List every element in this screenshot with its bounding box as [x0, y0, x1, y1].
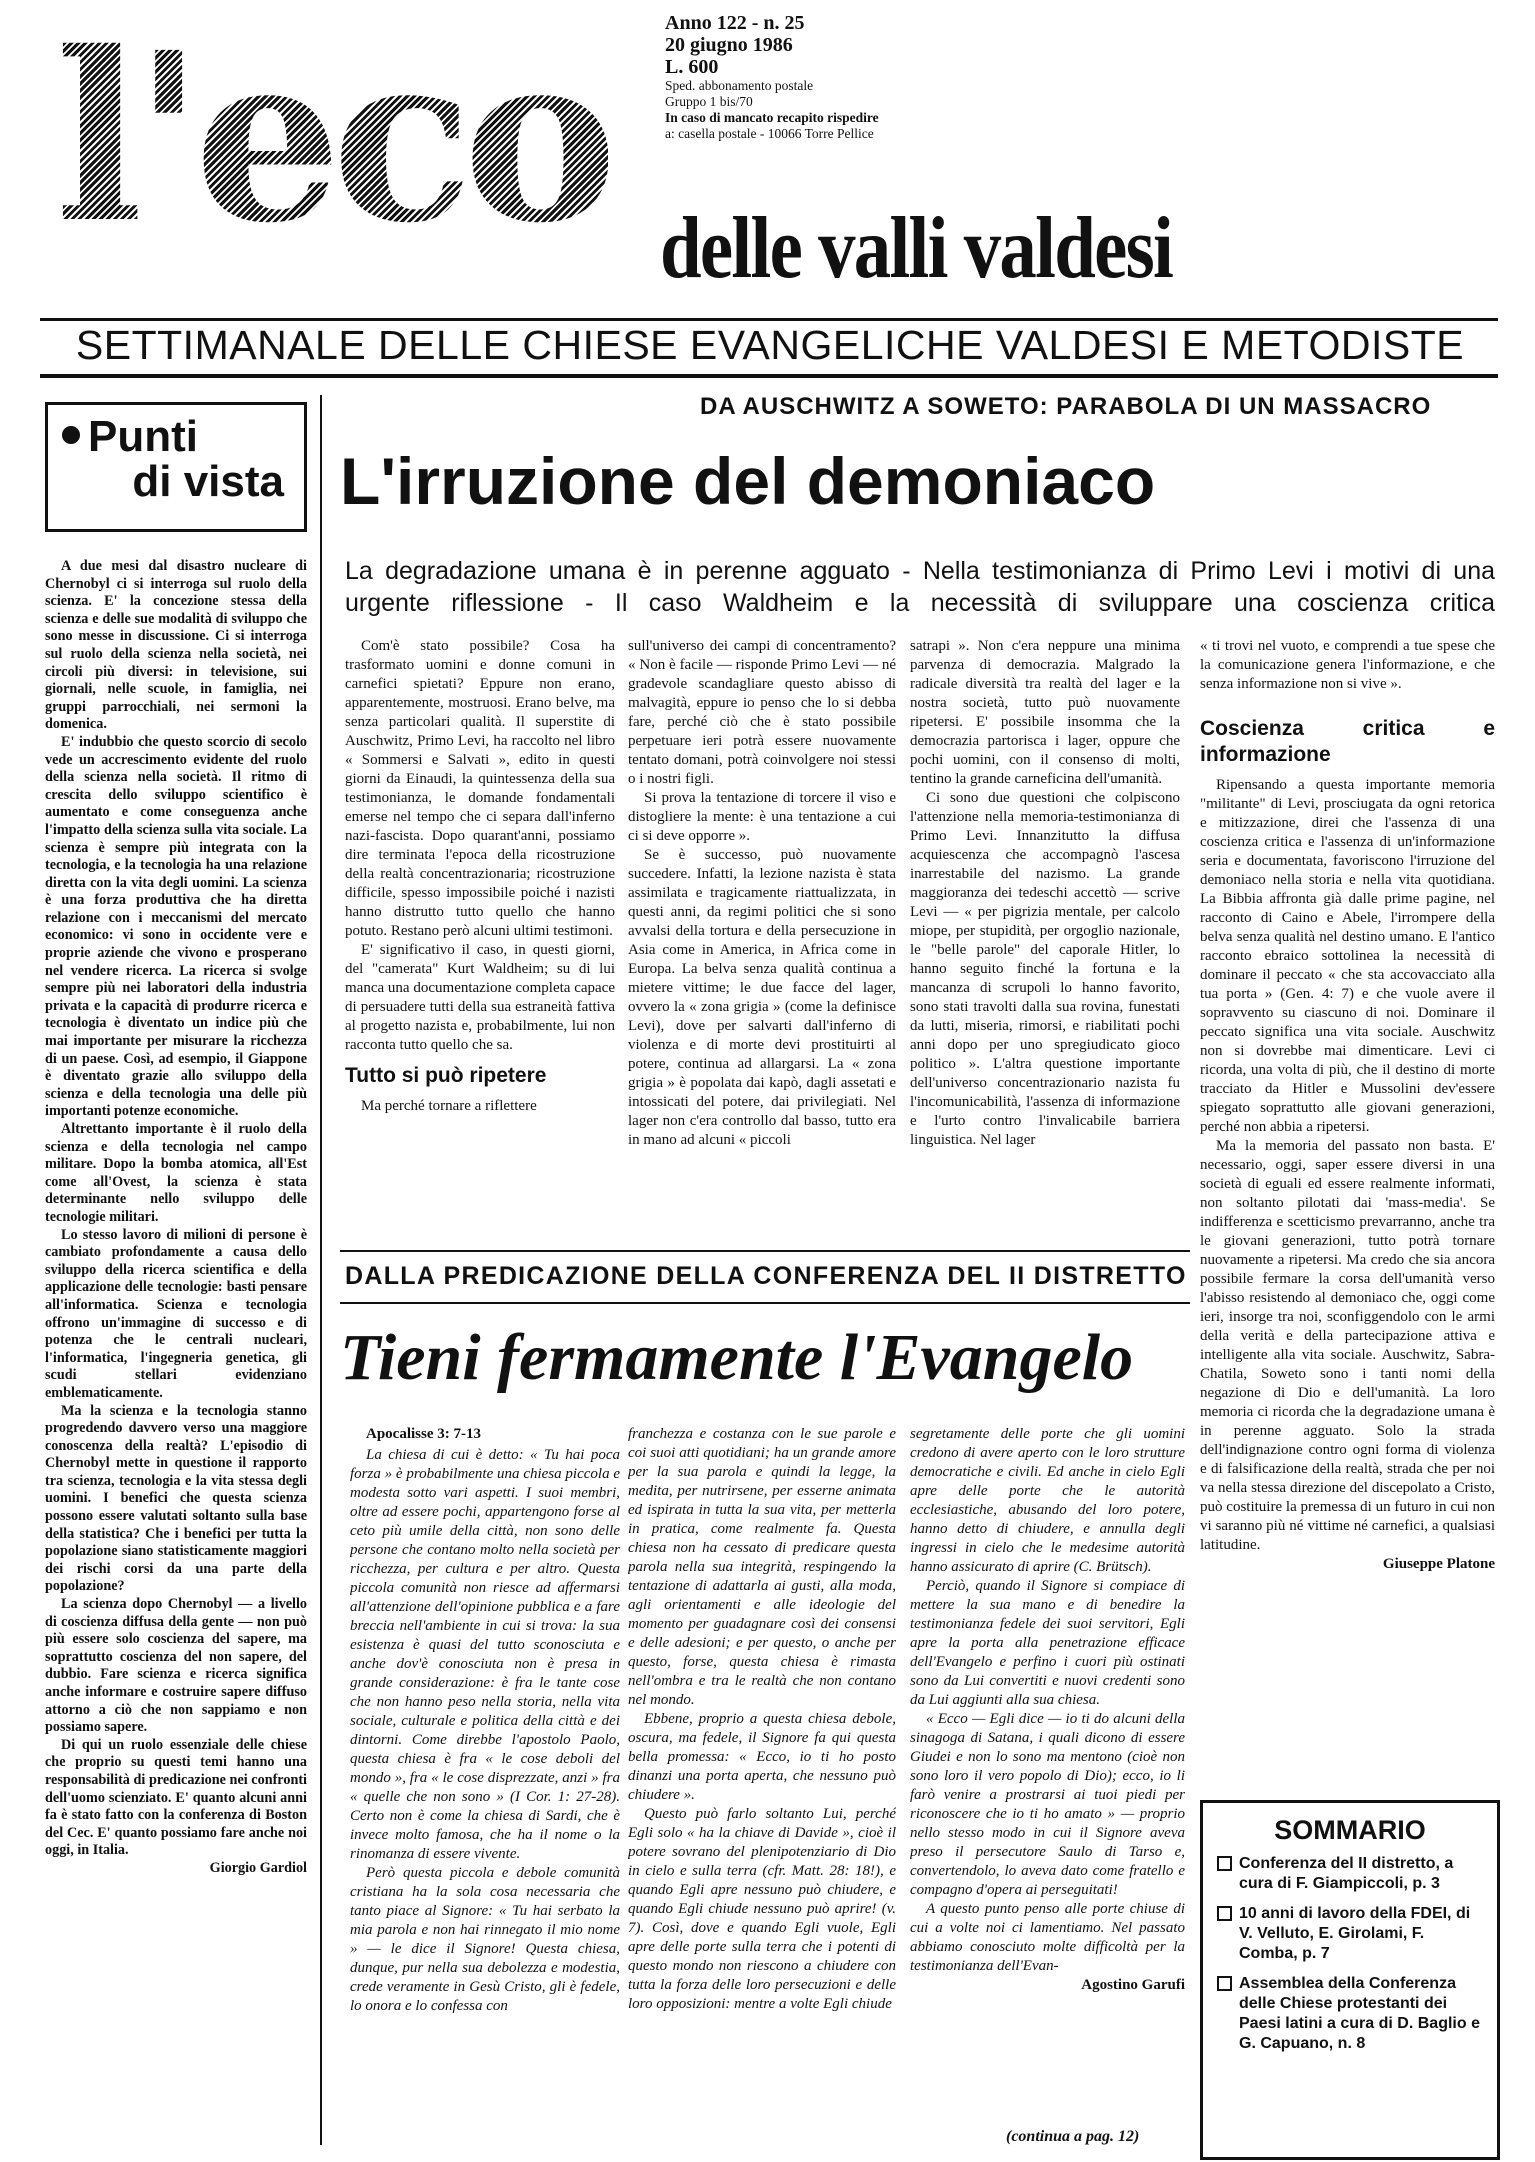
lead-paragraph: Se è successo, può nuovamente succedere. Infatti, la lezione nazista è stata assimilata e tragicamente riattualizzata, in questi anni, da regimi politici che si sono avvalsi della tortura e della persecuzione in Asia come in America, in Africa come in Europa. La belva senza qualità continua a mietere vittime; le due facce del lager, ovvero la « zona grigia » (come la definisce Levi), dove per salvarti dall'inferno di violenza e di morte devi prostituirti al potere, continua ad allargarsi. La « zona grigia » è popolata dai kapò, dagli assetati e intossicati del potere, dai privilegiati. Nel lager non c'era controllo dal basso, tutto era in mano ad alcuni « piccoli [628, 847, 896, 1148]
masthead-rule-bottom [40, 374, 1498, 378]
lead-paragraph: sull'universo dei campi di concentramento? « Non è facile — risponde Primo Levi — né gradevole scandagliare questo abisso di malvagità, eppure io penso che lo si debba fare, perché ciò che è stato possibile perpetuare ieri potrà essere nuovamente tentato domani, potrà coinvolgere noi stessi o i nostri figli. [628, 638, 896, 787]
postal-line-2: Gruppo 1 bis/70 [665, 94, 753, 109]
punti-label: Punti [88, 412, 198, 461]
postal-line-3: In caso di mancato recapito rispedire [665, 110, 879, 125]
section-rule [340, 1250, 1190, 1252]
second-paragraph: Questo può farlo soltanto Lui, perché Egli solo « ha la chiave di Davide », cioè il potere sovrano del plenipotenziario di Dio in cielo e sulla terra (cfr. Matt. 28: 18!), e quando Egli apre nessuno può chiudere, e quando Egli chiude nessuno può aprire! (v. 7). Così, dove e quando Egli vuole, Egli apre delle porte sulla terra che i potenti di questo mondo non riescono a chiudere con tutta la forza delle loro persecuzioni e delle loro opposizioni: mentre a volte Egli chiude [628, 1806, 896, 2012]
second-paragraph: « Ecco — Egli dice — io ti do alcuni della sinagoga di Satana, i quali dicono di essere Giudei e non lo sono ma mentono (cioè non sono loro il vero popolo di Dio); ecco, io li farò venire a prostrarsi ai tuoi piedi per riconoscere che io ti ho amato » — proprio nello stesso modo in cui il Signore aveva preso il persecutore Saulo di Tarso e, convertendolo, lo aveva dato come fratello e compagno d'opera ai perseguitati! [910, 1711, 1185, 1898]
sommario-item-text: Assemblea della Conferenza delle Chiese protestanti dei Paesi latini a cura di D. Baglio e G. Capuano, n. 8 [1239, 1975, 1480, 2052]
second-paragraph: segretamente delle porte che gli uomini credono di avere aperto con le loro strutture democratiche e civili. Ed anche in cielo Egli apre delle porte che le autorità ecclesiastiche, abusando del loro potere, hanno detto di chiudere, e annulla degli ingressi in cielo che le medesime autorità hanno assicurato di aprire (C. Brütsch). [910, 1426, 1185, 1575]
newspaper-title: delle valli valdesi [660, 200, 1173, 297]
lead-paragraph: Si prova la tentazione di torcere il viso e distogliere la mente: è una tentazione a cui ci si deve opporre ». [628, 790, 896, 844]
second-column-2 [628, 1425, 896, 2125]
sidebar-paragraph: Di qui un ruolo essenziale delle chiese che proprio su questi temi hanno una responsabilità di predicazione nei confronti dell'uomo scienziato. E' quanto alcuni anni fa è stato fatto con la conferenza di Boston del Cec. E' quanto possiamo fare anche noi oggi, in Italia. [45, 1736, 307, 1859]
sidebar-paragraph: Altrettanto importante è il ruolo della scienza e della tecnologia nel campo militare. Dopo la bomba atomica, all'Est come all'Ovest, la scienza è stata determinante nello sviluppo delle tecnologie militari. [45, 1121, 307, 1225]
lead-paragraph: Ma perché tornare a riflettere [361, 1098, 537, 1114]
second-kicker: DALLA PREDICAZIONE DELLA CONFERENZA DEL II DISTRETTO [345, 1262, 1187, 1290]
lead-paragraph: Ripensando a questa importante memoria "militante" di Levi, prosciugata da ogni retorica e mitizzazione, direi che l'assenza di una coscienza critica e l'assenza di un'informazione seria e documentata, favoriscono l'irruzione del demoniaco nella storia e nella vita quotidiana. La Bibbia affronta già dalle prime pagine, nel racconto di Caino e Abele, l'irrompere della belva senza qualità nel destino umano. E l'antico racconto ebraico sottolinea la necessità di dominare il peccato « che sta accovacciato alla tua porta » (Gen. 4: 7) e che vuole avere il sopravvento su ciascuno di noi. Dominare il peccato significa una vita sociale. Auschwitz non si dovrebbe mai dimenticare. Levi ci ricorda, una volta di più, che il destino di morte tracciato da Hitler e Mussolini dev'essere spiegato soprattutto alle giovani generazioni, perché non abbia a ripetersi. [1200, 777, 1495, 1135]
lead-column-4 [1200, 637, 1495, 1787]
lead-paragraph: Ci sono due questioni che colpiscono l'attenzione nella memoria-testimonianza di Primo Levi. Innanzitutto la diffusa acquiescenza che accompagnò l'ascesa inarrestabile del nazismo. La grande maggioranza dei tedeschi accettò — scrive Levi — « per pigrizia mentale, per calcolo miope, per stupidità, per orgoglio nazionale, le "belle parole" del caporale Hitler, lo hanno seguito finché la fortuna e la mancanza di scrupoli lo hanno favorito, sono stati travolti dalla sua rovina, funestati da lutti, miseria, rimorsi, e riabilitati pochi anni dopo per uno spregiudicato gioco politico ». L'altra questione importante dell'universo concentrazionario nazista fu l'incomunicabilità, l'assenza di informazione e l'urto contro l'invalicabile barriera linguistica. Nel lager [910, 790, 1180, 1148]
masthead-tagline: SETTIMANALE DELLE CHIESE EVANGELICHE VALDESI E METODISTE [75, 322, 1465, 368]
sidebar-paragraph: La scienza dopo Chernobyl — a livello di coscienza diffusa della gente — non può più essere solo coscienza del sapere, ma soprattutto coscienza del non sapere, del dubbio. Fare scienza e ricerca significa anche informare e costruire sapere diffuso attorno a ciò che non sappiamo e non possiamo sapere. [45, 1596, 307, 1736]
second-column-1 [350, 1425, 620, 2125]
lead-subhead-2: Coscienza critica e informazione [1200, 717, 1495, 766]
second-paragraph: La chiesa di cui è detto: « Tu hai poca forza » è probabilmente una chiesa piccola e modesta sotto vari aspetti. I suoi membri, oltre ad essere pochi, appartengono forse al ceto più umile della città, non sono delle persone che contano molto nella società per ricchezza, per cultura e per altro. Questa piccola comunità non riesce ad affermarsi all'attenzione dell'opinione pubblica e a fare breccia nell'ambiente in cui si trova: la sua esistenza è quasi del tutto sconosciuta e anche dov'è conosciuta non è presa in grande considerazione: è fra le tante cose che non hanno peso nella storia, nella vita sociale, culturale e politica della città e dei dintorni. Come direbbe l'apostolo Paolo, questa chiesa è fra « le cose deboli del mondo », fra « le cose disprezzate, anzi » fra « quelle che non sono » (I Cor. 1: 27-28). Certo non è come la chiesa di Sardi, che è invece molto famosa, che ha il nome o la rinomanza di essere vivente. [350, 1447, 620, 1862]
lead-paragraph: Com'è stato possibile? Cosa ha trasformato uomini e donne comuni in carnefici spietati? Eppure non erano, apparentemente, mostruosi. Erano belve, ma senza particolari qualità. Il superstite di Auschwitz, Primo Levi, ha raccolto nel libro « Sommersi e Salvati », edito in questi giorni da Einaudi, la quintessenza della sua testimonianza, le domande fondamentali emerse nel tempo che ci separa dall'inferno nazi-fascista. Dopo quarant'anni, possiamo dire terminata l'epoca della ricostruzione della realtà concentrazionaria; ricostruzione difficile, spesso impossibile poiché i nazisti hanno distrutto tutto quello che hanno potuto. Restano però alcuni ultimi testimoni. [345, 638, 615, 939]
punti-di-vista-box [45, 402, 307, 532]
scripture-reference: Apocalisse 3: 7-13 [366, 1426, 481, 1442]
checkbox-icon [1217, 1856, 1232, 1871]
lead-deck: La degradazione umana è in perenne agguato - Nella testimonianza di Primo Levi i motivi di una urgente riflessione - Il caso Waldheim e la necessità di sviluppare una coscienza critica [345, 557, 1495, 617]
lead-subhead-1: Tutto si può ripetere [345, 1064, 547, 1087]
punti-line-2: di vista [132, 456, 284, 506]
section-rule [340, 1302, 1190, 1304]
sidebar-paragraph: Lo stesso lavoro di milioni di persone è cambiato profondamente a causa dello sviluppo della ricerca scientifica e della applicazione delle tecnologie: basti pensare all'informatica. Scienza e tecnologia offrono un'immagine di successo e di potenza che le centrali nucleari, l'informatica, l'ingegneria genetica, gli scudi stellari evidenziano emblematicamente. [45, 1226, 307, 1401]
lead-headline: L'irruzione del demoniaco [340, 444, 1156, 518]
lead-column-1 [345, 637, 615, 1217]
issue-number: Anno 122 - n. 25 [665, 12, 805, 34]
sidebar-paragraph: A due mesi dal disastro nucleare di Chernobyl ci si interroga sul ruolo della scienza. E' la concezione stessa della scienza e delle sue modalità di sviluppo che sono messe in discussione. Ci si interroga sul ruolo della scienza nella società, nei circoli più diversi: in televisione, sui giornali, nelle scuole, in famiglia, nei gruppi parrocchiali, nei sermoni la domenica. [45, 558, 307, 733]
checkbox-icon [1217, 1976, 1232, 1991]
sidebar-signature: Giorgio Gardiol [209, 1859, 307, 1876]
issue-price: L. 600 [665, 56, 719, 78]
second-headline: Tieni fermamente l'Evangelo [340, 1321, 1134, 1394]
lead-column-2 [628, 637, 896, 1227]
issue-date: 20 giugno 1986 [665, 34, 793, 56]
sommario-item-text: Conferenza del II distretto, a cura di F. Giampiccoli, p. 3 [1239, 1855, 1454, 1892]
issue-info [665, 12, 1005, 142]
lead-paragraph: « ti trovi nel vuoto, e comprendi a tue spese che la comunicazione genera l'informazione, e che senza informazione non si vive ». [1200, 638, 1495, 692]
masthead-logo: l'eco [55, 1, 608, 274]
continuation-note: (continua a pag. 12) [1006, 2128, 1140, 2145]
second-paragraph: Perciò, quando il Signore si compiace di mettere la sua mano e di benedire la testimonianza fedele dei suoi servitori, Egli apre la porta alla penetrazione efficace dell'Evangelo e perfino i cuori più ostinati sono da Lui convertiti e nuovi credenti sono da Lui aggiunti alla sua chiesa. [910, 1578, 1185, 1708]
lead-signature: Giuseppe Platone [1382, 1556, 1495, 1572]
sommario-title: SOMMARIO [1274, 1815, 1426, 1845]
postal-line-4: a: casella postale - 10066 Torre Pellice [665, 126, 874, 141]
sommario-item [1217, 1854, 1483, 1894]
second-paragraph: franchezza e costanza con le sue parole e coi suoi atti quotidiani; ha un grande amore per la sua parola e quindi la legge, la medita, per nutrirsene, per esserne animata ed ispirata in tutta la sua vita, per metterla in pratica, come realmente fa. Questa chiesa non ha cessato di predicare questa parola nella sua integrità, respingendo la tentazione di adattarla ai gusti, alla moda, agli orientamenti e alle ideologie del momento per guadagnare così dei consensi e delle adesioni; e per questo, o anche per questo, forse, questa chiesa è rimasta nell'ombra e tra le realtà che non contano nel mondo. [628, 1426, 896, 1708]
masthead-rule-top [40, 318, 1498, 321]
second-paragraph: Però questa piccola e debole comunità cristiana ha la sola cosa necessaria che tanto piace al Signore: « Tu hai serbato la mia parola e non hai rinnegato il mio nome » — le dice il Signore! Questa chiesa, dunque, pur nella sua debolezza e modestia, crede veramente in Gesù Cristo, gli è fedele, lo onora e lo confessa con [350, 1865, 620, 2014]
sidebar-column [45, 558, 307, 2138]
sidebar-paragraph: Ma la scienza e la tecnologia stanno progredendo davvero verso una maggiore conoscenza della realtà? L'episodio di Chernobyl mette in questione il rapporto tra scienza, tecnologia e la vita stessa degli uomini. I benefici che questa scienza possono essere valutati soltanto sulla base della statistica? Che i benefici per tutta la popolazione siano statisticamente maggiori dei rischi corsi da una parte della popolazione? [45, 1402, 307, 1595]
punti-line-1 [62, 412, 290, 461]
lead-paragraph: Ma la memoria del passato non basta. E' necessario, oggi, saper essere diversi in una società di eguali ed essere realmente informati, non soltanto pilotati dai 'mass-media'. Se indifferenza e scetticismo prevarranno, anche tra le giovani generazioni, tutto potrà tornare nuovamente a ripetersi. Ma credo che sia ancora possibile fermare la corsa dell'umanità verso l'abisso resistendo al demoniaco che, oggi come ieri, insorge tra noi, sconfiggendolo con le armi della verità e della partecipazione attiva e intelligente alla vita sociale. Auschwitz, Sabra-Chatila, Soweto sono i tanti nomi della negazione di Dio e dell'umanità. La loro memoria ci ricorda che la degradazione umana è in perenne agguato. Solo la strada dell'indignazione contro ogni forma di violenza e di falsificazione della realtà, strada che per noi va nella stessa direzione del discepolato a Cristo, può costituire la premessa di un futuro in cui non vi saranno più né vittime né carnefici, a qualsiasi latitudine. [1200, 1138, 1495, 1553]
second-column-3 [910, 1425, 1185, 2115]
sidebar-paragraph: E' indubbio che questo scorcio di secolo vede un accrescimento evidente del ruolo della scienza nella società. Il ritmo di crescita dello sviluppo scientifico è aumentato e come conseguenza anche l'impatto della scienza sulla vita sociale. La scienza è sempre più integrata con la tecnologia, e la tecnologia ha una relazione diretta con la vita degli uomini. La scienza è una forza produttiva che ha diretta relazione con i meccanismi del mercato economico: vi sono in occidente vere e proprie aziende che vivono e prosperano nel vendere ricerca. La ricerca si svolge sempre più nei laboratori della industria privata e la capacità di produrre ricerca e tecnologia è diventato un indice più che mai importante per misurare la ricchezza di un paese. Così, ad esempio, il Giappone è diventato grazie allo sviluppo della scienza e della tecnologia una delle più importanti potenze economiche. [45, 733, 307, 1120]
lead-paragraph: satrapi ». Non c'era neppure una minima parvenza di democrazia. Malgrado la radicale diversità tra realtà del lager e la nostra società, tutto può nuovamente ripetersi. E' possibile insomma che la democrazia partorisca i lager, oppure che pochi uomini, con il consenso di molti, tentino la grande carneficina dell'umanità. [910, 638, 1180, 787]
second-signature: Agostino Garufi [1081, 1977, 1185, 1993]
checkbox-icon [1217, 1906, 1232, 1921]
bullet-icon [62, 426, 80, 444]
lead-paragraph: E' significativo il caso, in questi giorni, del "camerata" Kurt Waldheim; su di lui manca una documentazione completa capace di persuadere tutti della sua estraneità fattiva al progetto nazista e, probabilmente, lui non racconta tutto quello che sa. [345, 942, 615, 1053]
sommario-item-text: 10 anni di lavoro della FDEI, di V. Velluto, E. Girolami, F. Comba, p. 7 [1239, 1905, 1471, 1962]
sommario-box [1200, 1800, 1500, 2160]
postal-line-1: Sped. abbonamento postale [665, 78, 814, 93]
column-divider [320, 395, 322, 2145]
second-paragraph: Ebbene, proprio a questa chiesa debole, oscura, ma fedele, il Signore fa qui questa bella promessa: « Ecco, io ti ho posto dinanzi una porta aperta, che nessuno può chiudere ». [628, 1711, 896, 1803]
lead-kicker: DA AUSCHWITZ A SOWETO: PARABOLA DI UN MASSACRO [700, 393, 1432, 420]
lead-column-3 [910, 637, 1180, 1227]
second-paragraph: A questo punto penso alle porte chiuse di cui a volte noi ci lamentiamo. Nel passato abbiamo conosciuto molte difficoltà per la testimonianza dell'Evan- [910, 1901, 1185, 1974]
sommario-item [1217, 1904, 1483, 1964]
sommario-item [1217, 1974, 1483, 2054]
